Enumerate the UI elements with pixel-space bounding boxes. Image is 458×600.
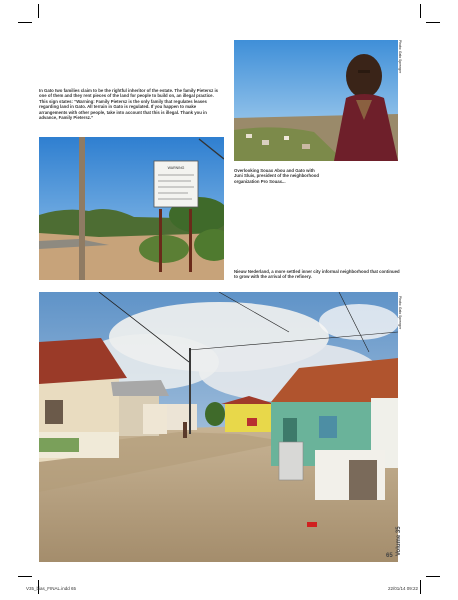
page-number: 65 (386, 553, 393, 559)
portrait-caption: Overlooking Souax Abou and Gato with Juni Sluis, president of the neighborhood organization Pro Souax... (234, 168, 319, 184)
street-photo-credit: Photo: Gato Sprenger (398, 296, 402, 330)
crop-mark (426, 22, 440, 23)
street-photo (39, 292, 398, 562)
volume-label: Volume 35 (396, 526, 402, 556)
portrait-photo (234, 40, 398, 161)
slug-file: V35_bias_FINAL.indd 65 (26, 586, 77, 591)
sign-photo (39, 137, 224, 280)
portrait-photo-credit: Photo: Gato Sprenger (398, 40, 402, 74)
crop-mark (18, 576, 32, 577)
crop-mark (420, 580, 421, 594)
sign-heading: WARNING (167, 166, 185, 170)
crop-mark (18, 22, 32, 23)
crop-mark (420, 4, 421, 18)
crop-mark (426, 576, 440, 577)
slug-date: 22/01/14 09:22 (388, 586, 419, 591)
street-caption: Nieuw Nederland, a more settled inner city informal neighborhood that continued to grow with the arrival of the refinery. (234, 269, 400, 280)
sign-caption: In Gato two families claim to be the rightful inheritor of the estate. The family Pietersz is one of them and they rent pieces of the land for people to build on, an illegal practice. This sign states: “Warning: Family Pietersz is the only family that regulates leases regarding land in Gato. All terrain in Gato is regulated. If you happen to make arrangements with other people, take into account that this is illegal. Thank you in advance, Family Pietersz.” (39, 88, 219, 121)
crop-mark (38, 4, 39, 18)
